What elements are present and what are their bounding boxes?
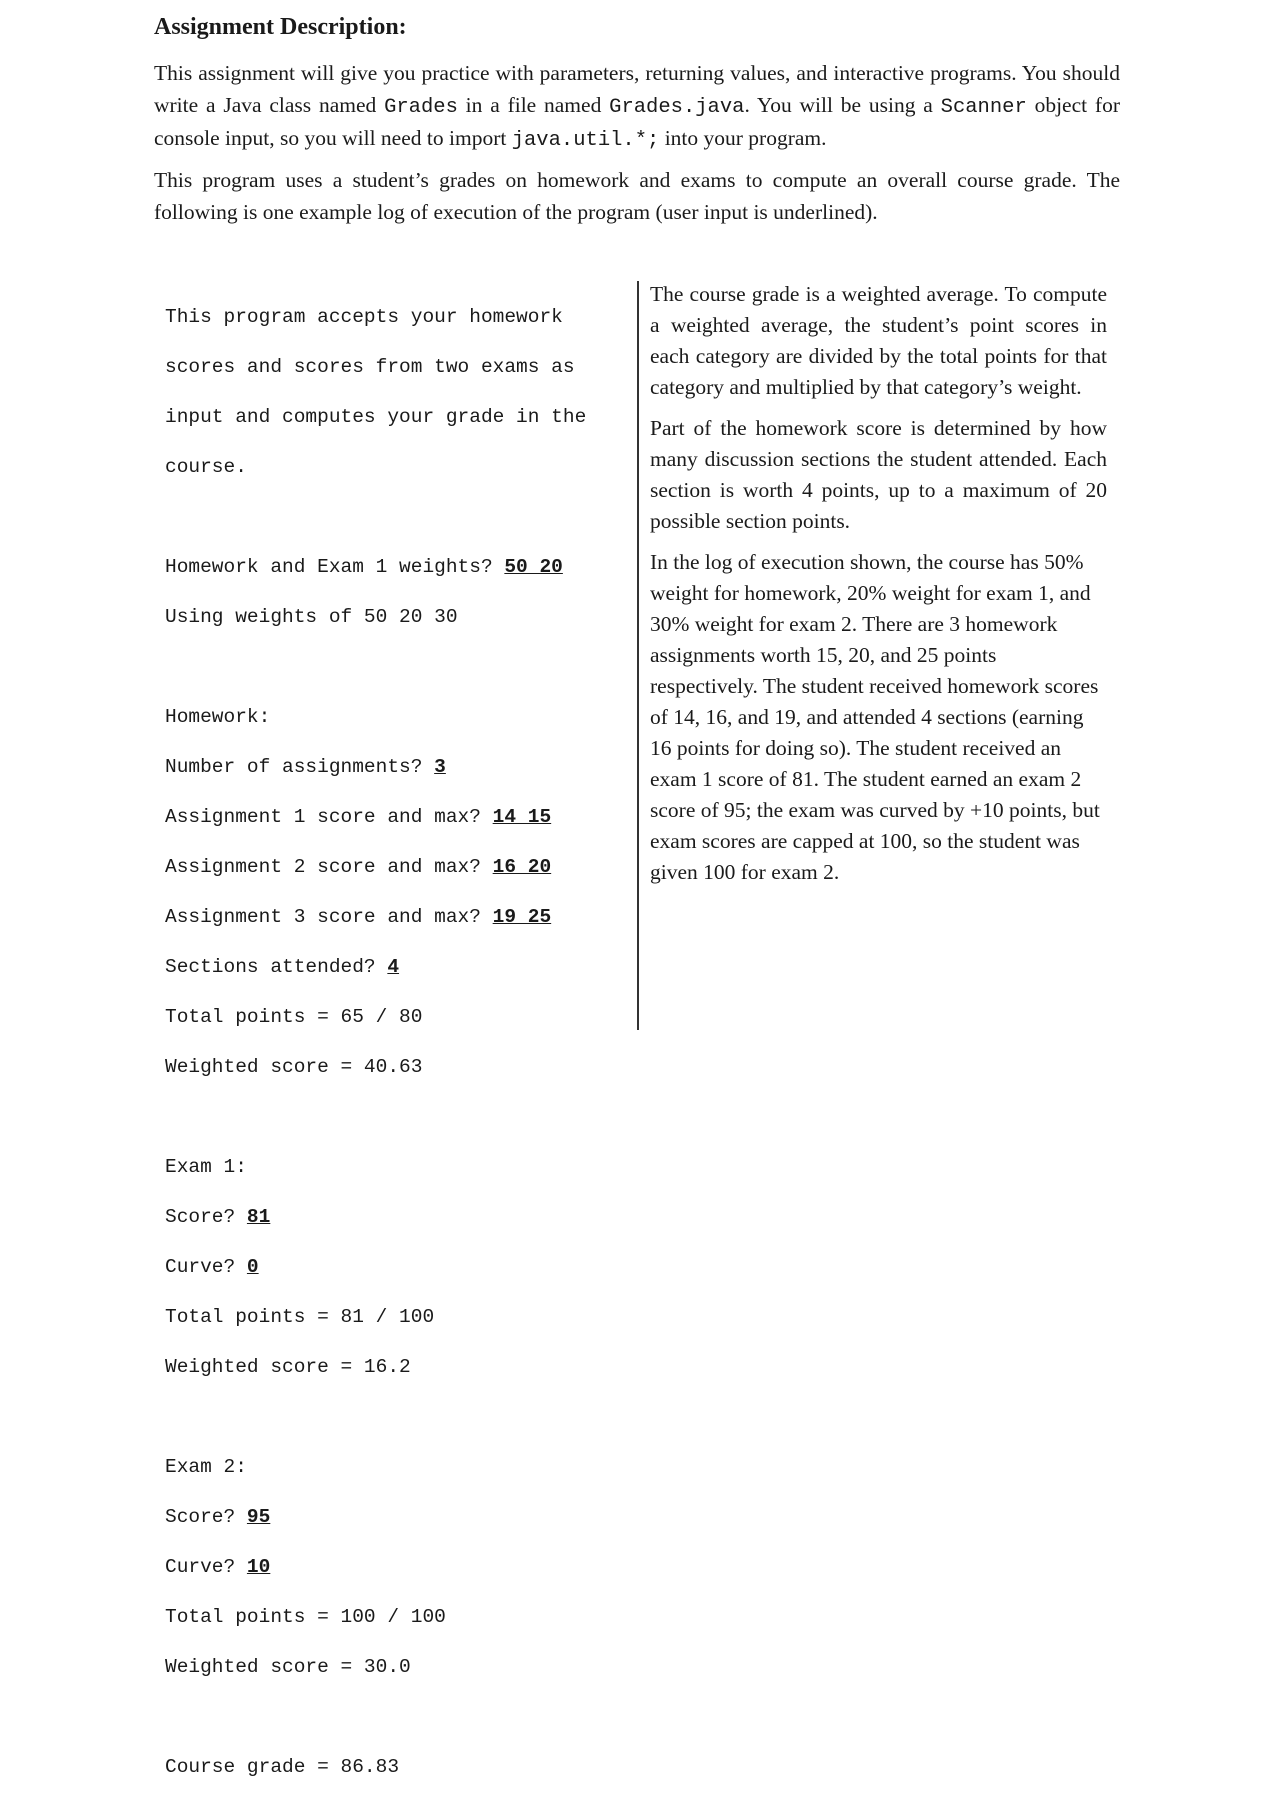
log-line: [165, 1205, 625, 1230]
log-blank: [165, 1705, 625, 1730]
log-line: course.: [165, 456, 247, 478]
log-line: input and computes your grade in the: [165, 406, 587, 428]
exam1-curve-input: 0: [246, 1256, 259, 1278]
assignment3-input: 19 25: [492, 906, 552, 928]
column-divider: [637, 281, 639, 1030]
exam1-curve-prompt: Curve?: [165, 1256, 247, 1278]
log-line: [165, 905, 625, 930]
log-line: Total points = 100 / 100: [165, 1606, 446, 1628]
log-blank: [165, 1105, 625, 1130]
log-line: [165, 755, 625, 780]
intro-text-3: . You will be using a: [744, 92, 941, 117]
log-line: [165, 1505, 625, 1530]
scanner-code: Scanner: [940, 95, 1027, 119]
log-line: [165, 1555, 625, 1580]
log-line: [165, 955, 625, 980]
assignment1-prompt: Assignment 1 score and max?: [165, 806, 493, 828]
exam1-score-prompt: Score?: [165, 1206, 247, 1228]
num-assignments-input: 3: [434, 756, 446, 778]
exam1-score-input: 81: [246, 1206, 271, 1228]
log-blank: [165, 1405, 625, 1430]
execution-log: [165, 280, 625, 1805]
log-line: Weighted score = 16.2: [165, 1356, 411, 1378]
log-line: This program accepts your homework: [165, 306, 563, 328]
weighted-average-paragraph: The course grade is a weighted average. To compute a weighted average, the student’s point scores in each category are divided by the total points for that category and multiplied by that category’s weight.: [650, 282, 1107, 399]
program-description-paragraph: This program uses a student’s grades on homework and exams to compute an overall course grade. The following is one example log of execution of the program (user input is underlined).: [154, 168, 1120, 224]
log-line: Weighted score = 40.63: [165, 1056, 423, 1078]
assignment3-prompt: Assignment 3 score and max?: [165, 906, 493, 928]
log-line: Total points = 65 / 80: [165, 1006, 423, 1028]
sections-paragraph: Part of the homework score is determined by how many discussion sections the student attended. Each section is worth 4 points, up to a maximum of 20 possible section points.: [650, 416, 1107, 533]
intro-paragraph: [154, 58, 1120, 157]
log-line: [165, 555, 625, 580]
log-line: Exam 2:: [165, 1456, 247, 1478]
assignment2-prompt: Assignment 2 score and max?: [165, 856, 493, 878]
log-blank: [165, 505, 625, 530]
sections-prompt: Sections attended?: [165, 956, 388, 978]
log-line: Course grade = 86.83: [165, 1756, 400, 1778]
intro-text-2: in a file named: [457, 92, 610, 117]
log-line: [165, 1255, 625, 1280]
section-heading: Assignment Description:: [154, 14, 407, 40]
log-line: Weighted score = 30.0: [165, 1656, 411, 1678]
log-line: [165, 805, 625, 830]
log-line: scores and scores from two exams as: [165, 356, 575, 378]
log-line: Exam 1:: [165, 1156, 247, 1178]
exam2-score-input: 95: [246, 1506, 271, 1528]
weights-user-input: 50 20: [504, 556, 563, 578]
class-name-code: Grades: [384, 95, 458, 119]
exam2-score-prompt: Score?: [165, 1506, 247, 1528]
intro-text-1: This assignment will give you practice with parameters, returning values, and interactive programs. You should write a Java class named: [154, 61, 1120, 117]
num-assignments-prompt: Number of assignments?: [165, 756, 435, 778]
log-line: Using weights of 50 20 30: [165, 606, 458, 628]
intro-text-5: into your program.: [659, 126, 827, 150]
explanation-column: [650, 279, 1107, 898]
file-name-code: Grades.java: [609, 95, 745, 119]
assignment2-input: 16 20: [492, 856, 552, 878]
log-line: Total points = 81 / 100: [165, 1306, 435, 1328]
log-line: [165, 855, 625, 880]
exam2-curve-input: 10: [246, 1556, 271, 1578]
sections-input: 4: [387, 956, 400, 978]
assignment1-input: 14 15: [492, 806, 552, 828]
exam2-curve-prompt: Curve?: [165, 1556, 247, 1578]
weights-prompt: Homework and Exam 1 weights?: [165, 556, 505, 578]
log-blank: [165, 655, 625, 680]
import-code: java.util.*;: [511, 129, 660, 152]
intro-text-4: object for console input, so you will need to import: [154, 92, 1120, 150]
log-line: Homework:: [165, 706, 271, 728]
log-explanation-paragraph: In the log of execution shown, the course has 50% weight for homework, 20% weight for exam 1, and 30% weight for exam 2. There are 3 homework assignments worth 15, 20, and 25 points respectively. The student received homework scores of 14, 16, and 19, and attended 4 sections (earning 16 points for doing so). The student received an exam 1 score of 81. The student earned an exam 2 score of 95; the exam was curved by +10 points, but exam scores are capped at 100, so the student was given 100 for exam 2.: [650, 550, 1100, 884]
